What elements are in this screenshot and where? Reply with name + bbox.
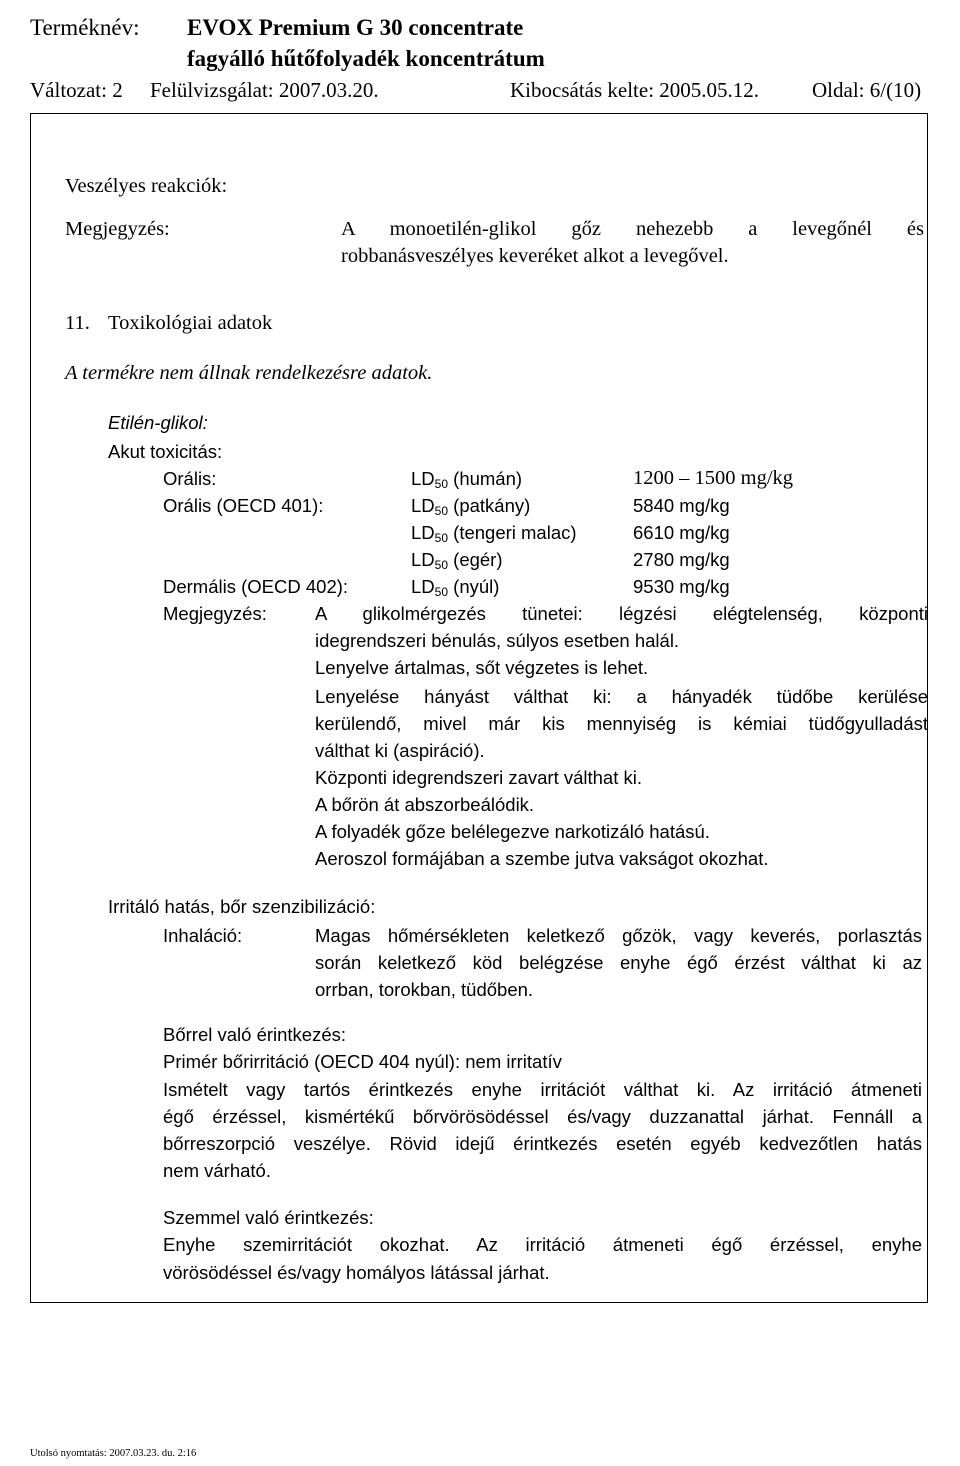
remark-line: idegrendszeri bénulás, súlyos esetben halál. bbox=[315, 630, 680, 651]
section-number: 11. bbox=[65, 312, 90, 334]
remark-line: Lenyelve ártalmas, sőt végzetes is lehet. bbox=[315, 657, 649, 678]
ld50-value: 2780 mg/kg bbox=[633, 549, 730, 570]
remark-line: Lenyelése hányást válthat ki: a hányadék tüdőbe kerülése bbox=[315, 686, 928, 707]
inhalation-line: Magas hőmérsékleten keletkező gőzök, vagy keverés, porlasztás bbox=[315, 925, 922, 946]
product-name: EVOX Premium G 30 concentrate bbox=[187, 15, 524, 40]
remark-line: válthat ki (aspiráció). bbox=[315, 740, 485, 761]
product-subtitle: fagyálló hűtőfolyadék koncentrátum bbox=[187, 46, 545, 71]
eye-line: vörösödéssel és/vagy homályos látással járhat. bbox=[163, 1262, 550, 1283]
product-label: Terméknév: bbox=[30, 15, 140, 40]
inhalation-line: során keletkező köd belégzése enyhe égő érzést válthat ki az bbox=[315, 952, 922, 973]
ld50-species: $LD_{50}$ (patkány) bbox=[411, 495, 531, 518]
remark-line: Központi idegrendszeri zavart válthat ki. bbox=[315, 767, 643, 788]
skin-line: Ismételt vagy tartós érintkezés enyhe irritációt válthat ki. Az irritáció átmeneti bbox=[163, 1079, 922, 1100]
ld50-species: $LD_{50}$ (humán) bbox=[411, 468, 523, 491]
ld50-value: 5840 mg/kg bbox=[633, 495, 730, 516]
note-line-2: robbanásveszélyes keveréket alkot a levegővel. bbox=[341, 245, 729, 267]
inhalation-line: orrban, torokban, tüdőben. bbox=[315, 979, 534, 1000]
route-label: Orális (OECD 401): bbox=[163, 495, 324, 516]
section-title: Toxikológiai adatok bbox=[108, 312, 273, 334]
primary-skin-irritation: Primér bőrirritáció (OECD 404 nyúl): nem irritatív bbox=[163, 1051, 562, 1072]
skin-line: égő érzéssel, kismértékű bőrvörösödéssel és/vagy duzzanattal járhat. Fennáll a bbox=[163, 1106, 922, 1127]
dangerous-reactions-heading: Veszélyes reakciók: bbox=[65, 175, 228, 197]
no-data-note: A termékre nem állnak rendelkezésre adatok. bbox=[65, 362, 433, 384]
inhalation-label: Inhaláció: bbox=[163, 925, 243, 946]
route-label: Dermális (OECD 402): bbox=[163, 576, 349, 597]
eye-line: Enyhe szemirritációt okozhat. Az irritáció átmeneti égő érzéssel, enyhe bbox=[163, 1234, 922, 1255]
skin-line: bőrreszorpció veszélye. Rövid idejű érintkezés esetén egyéb kedvezőtlen hatás bbox=[163, 1133, 922, 1154]
revision-date: Felülvizsgálat: 2007.03.20. bbox=[150, 78, 379, 102]
remark-line: A folyadék gőze belélegezve narkotizáló hatású. bbox=[315, 821, 710, 842]
remark-line: kerülendő, mivel már kis mennyiség is kémiai tüdőgyulladást bbox=[315, 713, 928, 734]
remark-line: A bőrön át abszorbeálódik. bbox=[315, 794, 535, 815]
note-line-1: A monoetilén-glikol gőz nehezebb a levegőnél és bbox=[341, 218, 924, 240]
issue-date: Kibocsátás kelte: 2005.05.12. bbox=[510, 78, 760, 102]
ld50-value: 1200 – 1500 mg/kg bbox=[633, 467, 794, 489]
irritation-heading: Irritáló hatás, bőr szenzibilizáció: bbox=[108, 896, 376, 917]
note-label: Megjegyzés: bbox=[65, 218, 170, 240]
ld50-species: $LD_{50}$ (tengeri malac) bbox=[411, 522, 577, 545]
ld50-species: $LD_{50}$ (nyúl) bbox=[411, 576, 500, 599]
skin-contact-heading: Bőrrel való érintkezés: bbox=[163, 1024, 347, 1045]
last-printed: Utolsó nyomtatás: 2007.03.23. du. 2:16 bbox=[30, 1448, 197, 1459]
skin-line: nem várható. bbox=[163, 1160, 271, 1181]
remark-label: Megjegyzés: bbox=[163, 603, 267, 624]
remark-line: A glikolmérgezés tünetei: légzési elégtelenség, központi bbox=[315, 603, 928, 624]
acute-toxicity-heading: Akut toxicitás: bbox=[108, 441, 223, 462]
page-number: Oldal: 6/(10) bbox=[812, 78, 922, 102]
ld50-value: 9530 mg/kg bbox=[633, 576, 730, 597]
route-label: Orális: bbox=[163, 468, 217, 489]
substance-name: Etilén-glikol: bbox=[108, 412, 208, 433]
ld50-value: 6610 mg/kg bbox=[633, 522, 730, 543]
version: Változat: 2 bbox=[30, 78, 123, 102]
remark-line: Aeroszol formájában a szembe jutva vakságot okozhat. bbox=[315, 848, 769, 869]
eye-contact-heading: Szemmel való érintkezés: bbox=[163, 1207, 374, 1228]
ld50-species: $LD_{50}$ (egér) bbox=[411, 549, 503, 572]
